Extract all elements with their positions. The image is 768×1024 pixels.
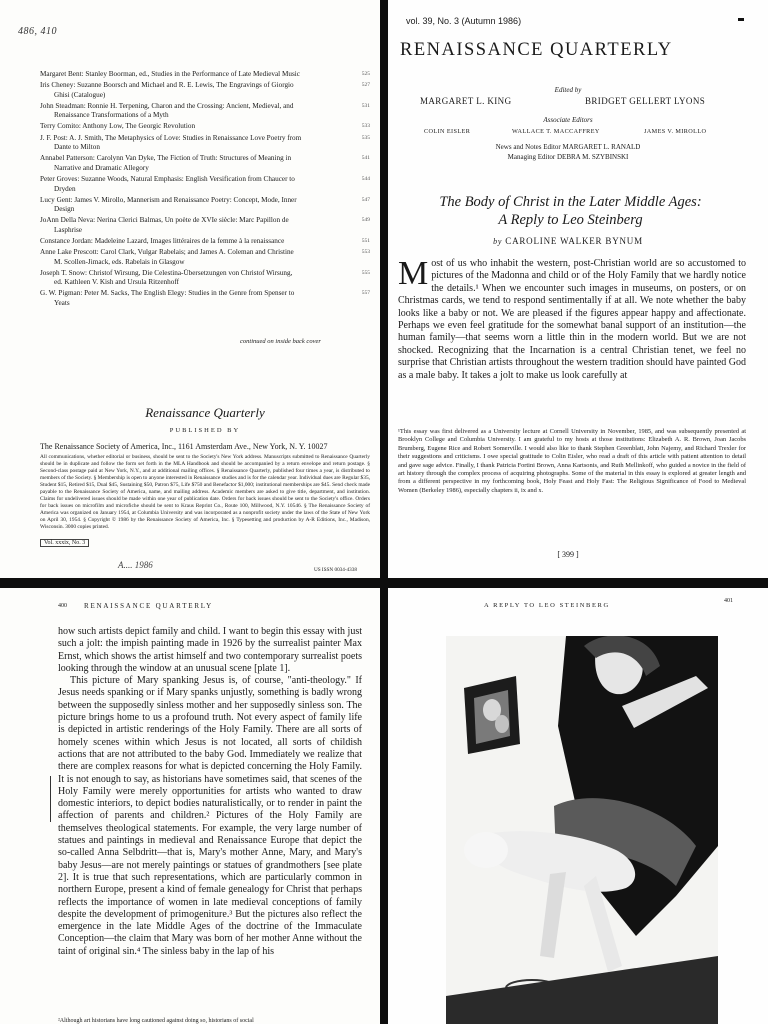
review-entry <box>40 237 370 247</box>
review-entry-sub: Narrative and Dramatic Allegory <box>54 163 149 172</box>
editors <box>420 96 720 106</box>
review-entry-main: Joseph T. Snow: Christof Wirsung, Die Celestina-Übersetzungen von Christof Wirsung, <box>40 268 293 277</box>
publisher-block <box>40 405 370 549</box>
poet-face <box>495 715 509 733</box>
margin-mark <box>50 776 51 822</box>
review-page-number: 541 <box>361 155 370 162</box>
review-entry-main: Peter Groves: Suzanne Woods, Natural Emphasis: English Versification from Chaucer to <box>40 174 295 183</box>
scan-mark <box>738 18 744 21</box>
reviews-list <box>40 70 370 310</box>
page-401 <box>388 588 768 1024</box>
review-entry-sub: Dante to Milton <box>54 143 100 152</box>
review-page-number: 549 <box>361 217 370 224</box>
review-entry <box>40 70 370 80</box>
running-header-left: RENAISSANCE QUARTERLY <box>84 602 214 610</box>
review-entry <box>40 154 370 173</box>
opening-paragraph: ost of us who inhabit the western, post-Christian world are so accustomed to pictures of the Madonna and child or of the Holy Family that we hardly notice the details.¹ When we encounter such images in museums, on posters, or on Christmas cards, we tend to respond sentimentally if at all. We note whether the baby looks like a baby or not. We are pleased if the figures appear happy and affectionate. Perhaps we even feel gratitude for the somewhat banal support of an institution—the human family—that seems worn a little thin in the modern world. But we are not shocked. Recognizing that the Incarnation is a central Christian tenet, we feel no surprise that Christian artists throughout the western tradition should have painted God as a male baby. It takes a jolt to make us look carefully at <box>398 258 746 381</box>
review-entry <box>40 248 370 267</box>
review-entry-main: Constance Jordan: Madeleine Lazard, Images littéraires de la femme à la renaissance <box>40 237 285 245</box>
review-entry-sub: Dryden <box>54 184 76 193</box>
review-entry <box>40 122 370 132</box>
review-page-number: 527 <box>361 82 370 89</box>
article-title-line1: The Body of Christ in the Later Middle Ages: <box>439 194 702 210</box>
running-header-right: A REPLY TO LEO STEINBERG <box>484 602 610 609</box>
continued-note: continued on inside back cover <box>240 338 321 345</box>
review-entry-main: JoAnn Della Neva: Nerina Clerici Balmas, Un poète de XVIe siècle: Marc Papillon de <box>40 216 289 225</box>
review-page-number: 531 <box>361 102 370 109</box>
footnote-1: ¹This essay was first delivered as a University lecture at Cornell University in November, 1985, and was subsequently presented at Brooklyn College and Columbia University. I am grateful to my hosts at those institutions: Elizabeth A. R. Brown, Joan Jacobs Brumberg, Eugene Rice and Robert Somerville. I would also like to thank Stephen Greenblatt, John Najemy, and Richard Trexler for their suggestions and criticisms. I owe special gratitude to Colin Eisler, who read a draft of this article with patient attention to detail and gave sage advice. Finally, I thank Patricia Fortini Brown, Anna Kartsonis, and Ruth Mellinkoff, who guided a novice in the field of art history through the complex process of acquiring photographs. Some of the material in this essay is explored at greater length and from a different perspective in my forthcoming book, Holy Feast and Holy Fast: The Religious Significance of Food to Medieval Women (Berkeley 1986), especially chapters ii, ix and x. <box>398 428 746 494</box>
by-label: by <box>493 237 503 246</box>
review-entry-main: J. F. Post: A. J. Smith, The Metaphysics of Love: Studies in Renaissance Love Poetry from <box>40 133 302 142</box>
review-entry-main: John Steadman: Ronnie H. Terpening, Charon and the Crossing: Ancient, Medieval, and <box>40 101 294 110</box>
paragraph: how such artists depict family and child. I want to begin this essay with just such a jolt: the impish painting made in 1926 by the surrealist painter Max Ernst, which shows the artist himself and two contemporary surrealist poets looking through the window at an unusual scene [plate 1]. <box>58 626 362 674</box>
page-400 <box>0 588 380 1024</box>
review-page-number: 533 <box>361 123 370 130</box>
review-entry-main: Annabel Patterson: Carolynn Van Dyke, The Fiction of Truth: Structures of Meaning in <box>40 154 292 163</box>
volume-issue: vol. 39, No. 3 (Autumn 1986) <box>406 16 522 26</box>
footnote-2-start: ²Although art historians have long cautioned against doing so, historians of social <box>58 1018 254 1024</box>
society-address: The Renaissance Society of America, Inc., 1161 Amsterdam Ave., New York, N. Y. 10027 <box>40 442 328 451</box>
article-opening-text <box>398 255 746 382</box>
review-entry <box>40 81 370 100</box>
edited-by-label: Edited by <box>554 86 582 94</box>
review-entry <box>40 175 370 194</box>
review-entry <box>40 102 370 121</box>
published-by-label: PUBLISHED BY <box>169 427 241 434</box>
child-head <box>464 832 508 868</box>
handwritten-date: A.... 1986 <box>118 560 153 570</box>
review-page-number: 557 <box>361 290 370 297</box>
ernst-painting-plate <box>446 636 718 1024</box>
article-author <box>388 236 748 246</box>
review-entry <box>40 269 370 288</box>
review-entry-main: G. W. Pigman: Peter M. Sacks, The English Elegy: Studies in the Genre from Spenser to <box>40 289 295 298</box>
article-title <box>398 193 743 229</box>
review-entry <box>40 134 370 153</box>
review-entry-main: Anne Lake Prescott: Carol Clark, Vulgar Rabelais; and James A. Coleman and Christine <box>40 248 294 257</box>
issn-number: US ISSN 0034-4338 <box>314 567 357 573</box>
article-title-line2: A Reply to Leo Steinberg <box>498 212 643 228</box>
review-page-number: 551 <box>361 238 370 244</box>
review-page-number: 525 <box>361 71 370 77</box>
editor-king: MARGARET L. KING <box>420 96 512 106</box>
review-entry-main: Lucy Gent: James V. Mirollo, Mannerism and Renaissance Poetry: Concept, Mode, Inner <box>40 195 297 204</box>
page-400-text <box>58 626 362 958</box>
page-number-399: [ 399 ] <box>557 550 579 559</box>
review-entry-main: Terry Comito: Anthony Low, The Georgic Revolution <box>40 122 196 131</box>
editor-lyons: BRIDGET GELLERT LYONS <box>585 96 706 106</box>
review-entry-sub: Yeats <box>54 299 70 308</box>
review-entry-sub: Design <box>54 205 75 214</box>
associate-editors-label: Associate Editors <box>543 116 593 124</box>
page-number-400: 400 <box>58 603 67 609</box>
review-entry <box>40 216 370 235</box>
review-entry <box>40 196 370 215</box>
inside-cover-page <box>0 0 380 578</box>
assoc-editor-mirollo: JAMES V. MIROLLO <box>644 128 707 135</box>
managing-editor: Managing Editor DEBRA M. SZYBINSKI <box>507 153 629 161</box>
article-first-page <box>388 0 768 578</box>
volume-box: Vol. xxxix, No. 3 <box>40 539 89 547</box>
publication-title: Renaissance Quarterly <box>145 405 265 420</box>
review-page-number: 535 <box>361 134 370 141</box>
paragraph: This picture of Mary spanking Jesus is, of course, "anti-theology." If Jesus needs spanking or if Mary spanks unjustly, something is badly wrong between the supposedly sinless mother and her supposedly sinless son. The picture brings home to us a profound truth. Not every aspect of family life is depicted in artistic renderings of the Holy Family. There are all sorts of homely scenes within which Jesus is not located, all sorts of childish actions that are not attributed to the baby God. Immediately we realize that there are complex reasons for what is depicted concerning the Holy Family. It is not enough to say, as historians have sometimes said, that scenes of the Holy Family were merely opportunities for artists who wanted to draw domestic interiors, to depict bodies naturalistically, or to render in paint the affection of parents and children.² Pictures of the Holy Family are themselves theological statements. For example, the very large number of statues and paintings in medieval and Renaissance Europe that depict the so-called Anna Selbdritt—that is, Mary's mother Anne, Mary, and Mary's baby Jesus—are not merely paintings or statues of grandmothers [see plate 2]. It is true that such representations, which are particularly common in northern Europe, present a kind of female genealogy for Christ that perhaps reflects the importance of women in late medieval conceptions of family despite the development of primogeniture.³ But the pictures also reflect the emergence in the late Middle Ages of the doctrine of the Immaculate Conception—the claim that Mary was born of her mother Anne without the taint of original sin.⁴ The sinless baby in the lap of his <box>58 675 362 957</box>
review-entry-sub: Lasphrise <box>54 225 82 234</box>
binding-gutter <box>380 0 388 1024</box>
review-entry-main: Iris Cheney: Suzanne Boorsch and Michael and R. E. Lewis, The Engravings of Giorgio <box>40 81 294 90</box>
author-name: CAROLINE WALKER BYNUM <box>505 236 643 246</box>
assoc-editor-eisler: COLIN EISLER <box>424 128 471 135</box>
review-entry-sub: ed. Kathleen V. Kish and Ursula Ritzenhoff <box>54 278 179 287</box>
review-entry-main: Margaret Bent: Stanley Boorman, ed., Studies in the Performance of Late Medieval Music <box>40 70 300 78</box>
page-number-401: 401 <box>724 598 733 604</box>
review-page-number: 547 <box>361 196 370 203</box>
assoc-editor-maccaffrey: WALLACE T. MACCAFFREY <box>512 128 600 135</box>
drop-cap: M <box>398 255 429 292</box>
review-page-number: 553 <box>361 249 370 256</box>
news-editor: News and Notes Editor MARGARET L. RANALD <box>495 143 641 151</box>
review-page-number: 555 <box>361 269 370 276</box>
review-page-number: 544 <box>361 175 370 182</box>
handwritten-note: 486, 410 <box>18 26 57 37</box>
review-entry-sub: Renaissance Transformations of a Myth <box>54 111 169 120</box>
review-entry <box>40 289 370 308</box>
review-entry-sub: M. Scollen-Jimack, eds. Rabelais in Glasgow <box>54 257 185 266</box>
review-entry-sub: Ghisi (Catalogue) <box>54 90 106 99</box>
journal-title: RENAISSANCE QUARTERLY <box>400 40 673 60</box>
page-divider <box>0 578 768 588</box>
publication-notice: All communications, whether editorial or business, should be sent to the Society's New York address. Manuscripts submitted to Renaissance Quarterly should be in duplicate and follow the form set forth in the MLA Handbook and should be accompanied by a return envelope and return postage. § Second-class postage paid at New York, N.Y., and at additional mailing offices. § Renaissance Quarterly, published four times a year, is distributed to members of the Society. § Membership is open to anyone interested in Renaissance studies and is for the calendar year. Individual dues are Regular $35, Student $15, Retired $15, Dual $45, Sustaining $50, Patron $75, Life $750 and Benefactor $1,000; institutional memberships are $45. Send check made payable to the Renaissance Society of America, name, and mailing address. Academic members are asked to give title, department, and institution. Claims for undelivered issues should be made within one year of publication date. Orders for back issues should be sent to the Society's office. Orders for back issues on microfilm and microfiche should be sent to Kraus Reprint Co., Route 100, Millwood, N.Y. 10546. § The Renaissance Society of America was organized on January 1954, at Columbia University and was incorporated as a nonprofit society under the laws of the State of New York on April 30, 1954. § Copyright © 1986 by the Renaissance Society of America, Inc. § Typesetting and production by A-R Editions, Inc., Madison, Wisconsin. 3000 copies printed. <box>40 454 370 530</box>
